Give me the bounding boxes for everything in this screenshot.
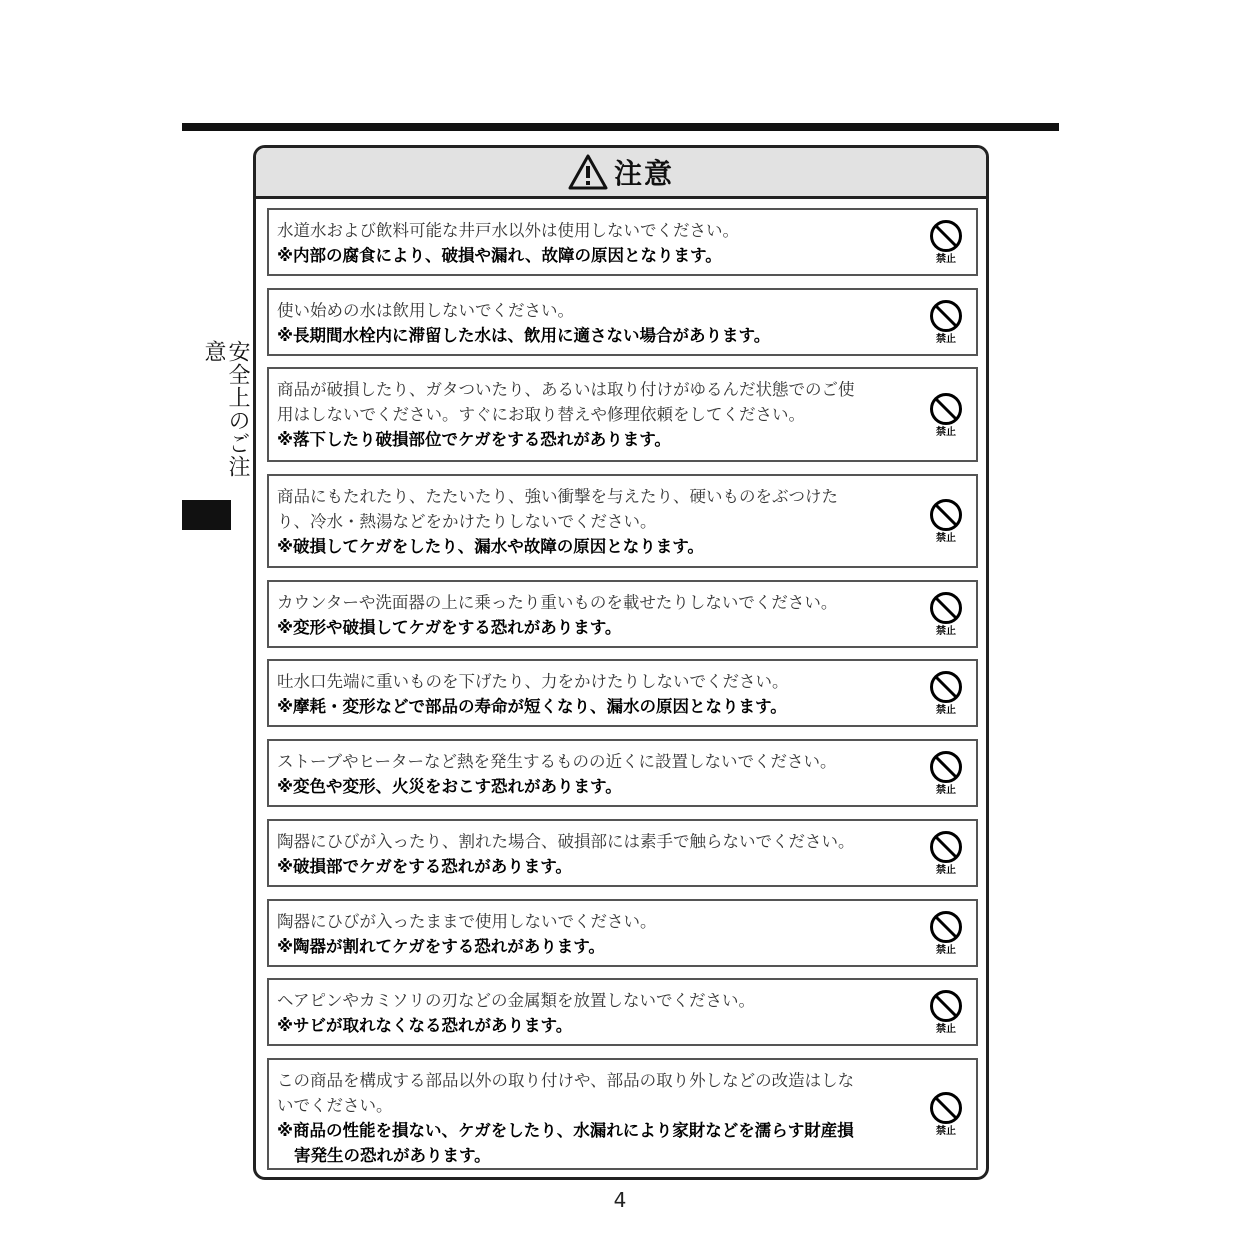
prohibition-icon: [929, 830, 963, 864]
caution-item-8: [267, 819, 978, 887]
item-text: 使い始めの水は飲用しないでください。: [277, 301, 574, 320]
prohibition-icon: [929, 670, 963, 704]
caution-item-6: [267, 659, 978, 727]
prohibit-mark: [926, 219, 966, 265]
prohibit-mark: [926, 1091, 966, 1137]
item-note: ※内部の腐食により、破損や漏れ、故障の原因となります。: [277, 246, 722, 265]
item-note: ※陶器が割れてケガをする恐れがあります。: [277, 937, 605, 956]
item-text: いでください。: [277, 1096, 393, 1115]
prohibition-icon: [929, 392, 963, 426]
caution-header: [256, 148, 986, 199]
prohibition-icon: [929, 498, 963, 532]
item-note-continuation: 害発生の恐れがあります。: [294, 1146, 491, 1165]
prohibit-mark: [926, 392, 966, 438]
item-note: ※サビが取れなくなる恐れがあります。: [277, 1016, 573, 1035]
prohibit-mark: [926, 591, 966, 637]
caution-item-11: [267, 1058, 978, 1170]
item-text: カウンターや洗面器の上に乗ったり重いものを載せたりしないでください。: [277, 593, 838, 612]
item-note: ※変色や変形、火災をおこす恐れがあります。: [277, 777, 622, 796]
item-note: ※長期間水栓内に滞留した水は、飲用に適さない場合があります。: [277, 326, 771, 345]
item-text: ストーブやヒーターなど熱を発生するものの近くに設置しないでください。: [277, 752, 837, 771]
prohibition-icon: [929, 299, 963, 333]
prohibit-mark: [926, 498, 966, 544]
caution-item-3: [267, 367, 978, 462]
prohibit-mark: [926, 910, 966, 956]
item-text: 商品にもたれたり、たたいたり、強い衝撃を与えたり、硬いものをぶつけた: [277, 487, 838, 506]
item-text: この商品を構成する部品以外の取り付けや、部品の取り外しなどの改造はしな: [277, 1071, 855, 1090]
prohibit-label: 禁止: [936, 334, 956, 345]
caution-title: 注意: [613, 157, 674, 190]
item-text: 水道水および飲料可能な井戸水以外は使用しないでください。: [277, 221, 739, 240]
prohibition-icon: [929, 750, 963, 784]
prohibition-icon: [929, 219, 963, 253]
prohibit-mark: [926, 670, 966, 716]
caution-item-2: [267, 288, 978, 356]
prohibit-mark: [926, 750, 966, 796]
item-note: ※変形や破損してケガをする恐れがあります。: [277, 618, 622, 637]
item-note: ※落下したり破損部位でケガをする恐れがあります。: [277, 430, 671, 449]
caution-item-7: [267, 739, 978, 807]
prohibit-label: 禁止: [936, 945, 956, 956]
prohibit-label: 禁止: [936, 426, 956, 438]
section-side-tab: [195, 340, 250, 498]
caution-item-1: [267, 208, 978, 276]
page-number: 4: [613, 1188, 627, 1212]
prohibit-label: 禁止: [936, 865, 956, 876]
item-text: 陶器にひびが入ったままで使用しないでください。: [277, 912, 657, 931]
prohibit-label: 禁止: [936, 785, 956, 796]
warning-triangle-icon: [568, 154, 608, 190]
prohibition-icon: [929, 910, 963, 944]
prohibition-icon: [929, 989, 963, 1023]
caution-item-9: [267, 899, 978, 967]
prohibit-mark: [926, 989, 966, 1035]
prohibit-label: 禁止: [936, 1126, 956, 1137]
prohibit-label: 禁止: [936, 254, 956, 265]
caution-item-10: [267, 978, 978, 1046]
prohibit-label: 禁止: [936, 533, 956, 544]
item-note: ※摩耗・変形などで部品の寿命が短くなり、漏水の原因となります。: [277, 697, 787, 716]
item-text: 用はしないでください。すぐにお取り替えや修理依頼をしてください。: [277, 405, 805, 424]
prohibit-mark: [926, 830, 966, 876]
prohibition-icon: [929, 591, 963, 625]
item-note: ※商品の性能を損ない、ケガをしたり、水漏れにより家財などを濡らす財産損: [277, 1121, 854, 1140]
prohibit-label: 禁止: [936, 1024, 956, 1035]
top-rule: [182, 123, 1059, 131]
prohibit-label: 禁止: [936, 626, 956, 637]
item-note: ※破損してケガをしたり、漏水や故障の原因となります。: [277, 537, 704, 556]
prohibit-label: 禁止: [936, 705, 956, 716]
item-text: り、冷水・熱湯などをかけたりしないでください。: [277, 512, 657, 531]
section-side-marker: [182, 500, 231, 530]
item-text: 陶器にひびが入ったり、割れた場合、破損部には素手で触らないでください。: [277, 832, 855, 851]
item-text: ヘアピンやカミソリの刃などの金属類を放置しないでください。: [277, 991, 756, 1010]
item-text: 吐水口先端に重いものを下げたり、力をかけたりしないでください。: [277, 672, 789, 691]
item-text: 商品が破損したり、ガタついたり、あるいは取り付けがゆるんだ状態でのご使: [277, 380, 855, 399]
caution-item-4: [267, 474, 978, 568]
section-side-label: 安全上のご注意: [201, 340, 250, 478]
prohibition-icon: [929, 1091, 963, 1125]
prohibit-mark: [926, 299, 966, 345]
caution-item-5: [267, 580, 978, 648]
item-note: ※破損部でケガをする恐れがあります。: [277, 857, 572, 876]
caution-panel: [253, 145, 989, 1180]
